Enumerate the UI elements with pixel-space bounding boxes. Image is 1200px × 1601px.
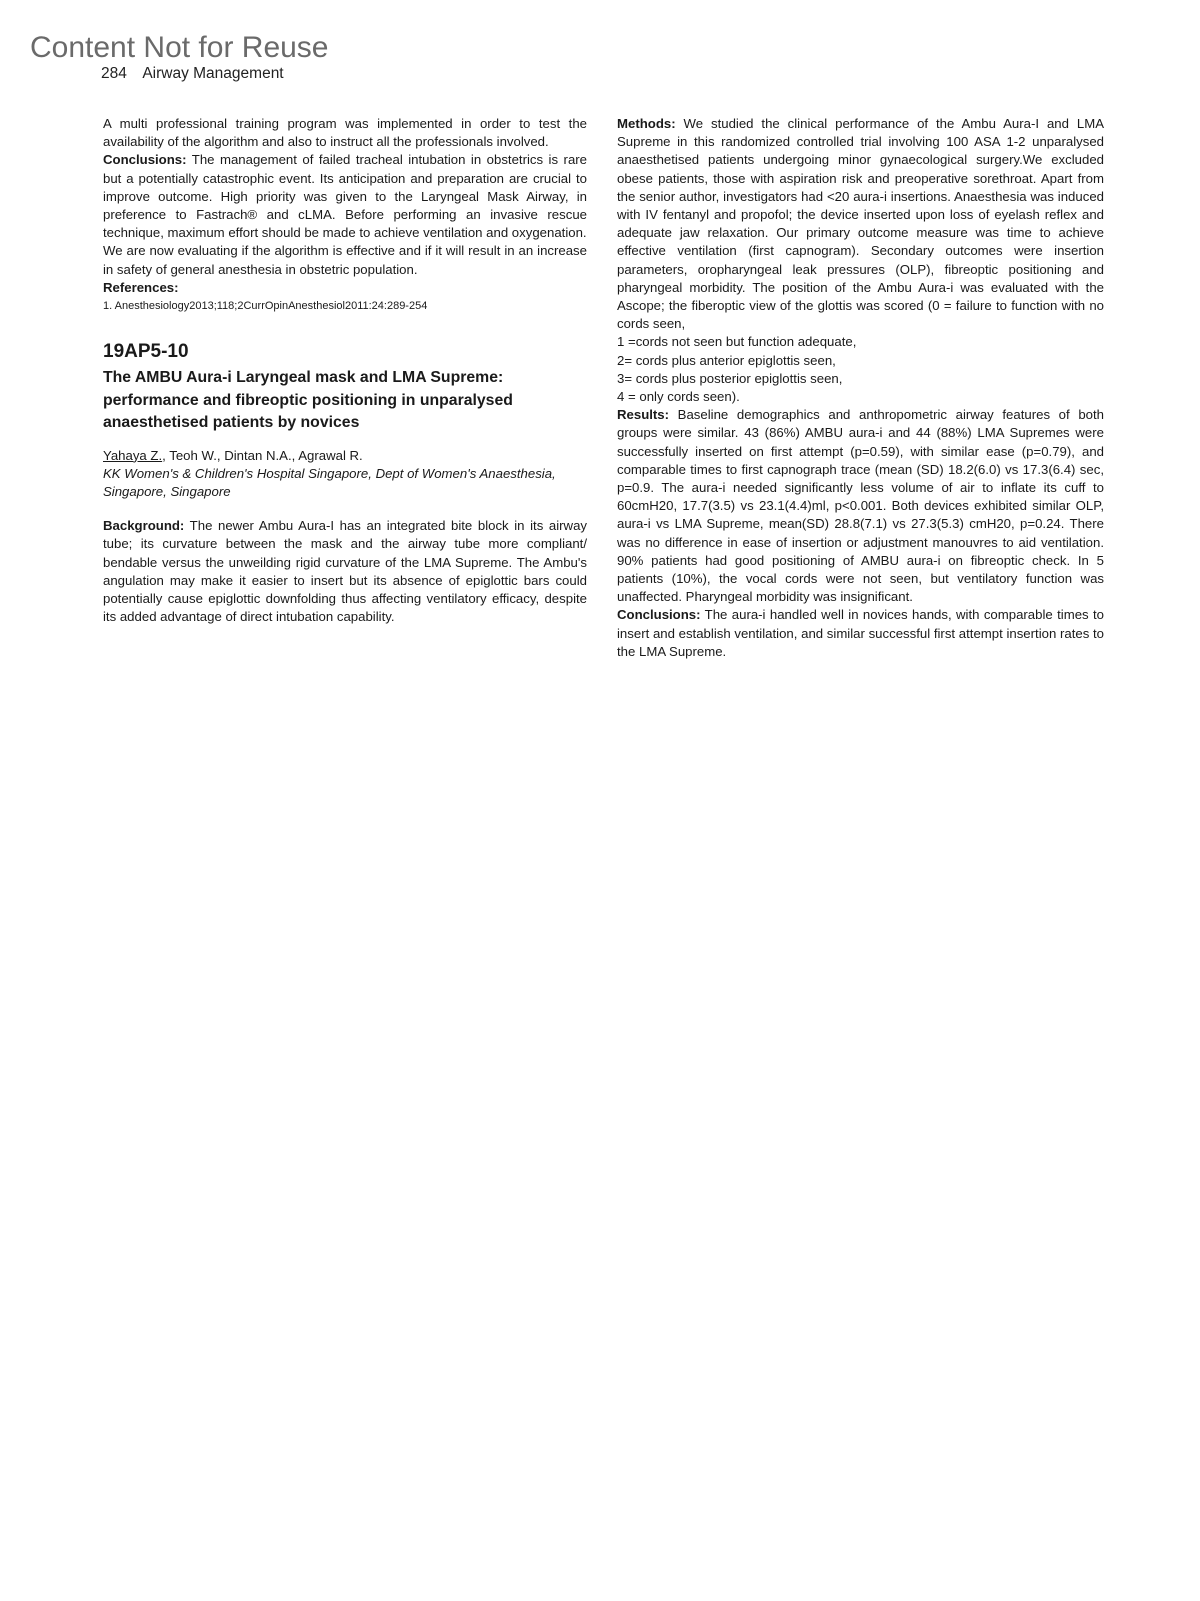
conclusions-label-right: Conclusions:	[617, 607, 701, 623]
watermark: Content Not for Reuse	[30, 31, 329, 64]
left-column	[103, 115, 587, 626]
background-text: The newer Ambu Aura-I has an integrated bite block in its airway tube; its curvature between the mask and the airway tube more compliant/ bendable versus the unweilding rigid curvature of the LMA Supreme. The Ambu's angulation may make it easier to insert but its absence of epiglottic bars could potentially cause epiglottic downfolding thus affecting ventilatory efficacy, despite its added advantage of direct intubation capability.	[103, 518, 587, 625]
background-paragraph	[103, 517, 587, 626]
results-text: Baseline demographics and anthropometric airway features of both groups were similar. 43 (86%) AMBU aura-i and 44 (88%) LMA Supremes were successfully inserted on first attempt (p=0.59), with similar ease (p=0.79), and comparable times to first capnograph trace (mean (SD) 18.2(6.0) vs 17.3(6.4) sec, p=0.9. The aura-i needed significantly less volume of air to inflate its cuff to 60cmH20, 17.7(3.5) vs 23.1(4.4)ml, p<0.001. Both devices exhibited similar OLP, aura-i vs LMA Supreme, mean(SD) 28.8(7.1) vs 27.3(5.3) cmH20, p=0.24. There was no difference in ease of insertion or adjustment manouvres to aid ventilation. 90% patients had good positioning of AMBU aura-i on fibreoptic check. In 5 patients (10%), the vocal cords were not seen, but ventilatory function was unaffected. Pharyngeal morbidity was insignificant.	[617, 407, 1104, 605]
presenting-author: Yahaya Z.	[103, 447, 163, 463]
evaluation-paragraph: We are now evaluating if the algorithm is effective and if it will result in an increase in safety of general anesthesia in obstetric population.	[103, 243, 587, 277]
reference-item: 1. Anesthesiology2013;118;2CurrOpinAnesthesiol2011:24:289-254	[103, 300, 428, 313]
score-2: 2= cords plus anterior epiglottis seen,	[617, 352, 836, 368]
author-list	[103, 447, 587, 465]
conclusions-label: Conclusions:	[103, 152, 187, 168]
conclusions-paragraph-right	[617, 606, 1104, 661]
abstract-id: 19AP5-10	[103, 341, 189, 363]
section-title: Airway Management	[142, 65, 284, 82]
intro-paragraph: A multi professional training program was implemented in order to test the availability of the algorithm and also to instruct all the professionals involved.	[103, 116, 587, 150]
references-label: References:	[103, 279, 179, 295]
abstract-title: The AMBU Aura-i Laryngeal mask and LMA Supreme: performance and fibreoptic positioning in unparalysed anaesthetised patients by novices	[103, 369, 513, 432]
page-number: 284	[101, 65, 127, 82]
conclusions-text-right: The aura-i handled well in novices hands, with comparable times to insert and establish ventilation, and similar successful first attempt insertion rates to the LMA Supreme.	[617, 607, 1104, 659]
methods-paragraph	[617, 115, 1104, 333]
conclusions-paragraph	[103, 151, 587, 242]
background-label: Background:	[103, 518, 185, 534]
results-paragraph	[617, 406, 1104, 606]
co-authors: , Teoh W., Dintan N.A., Agrawal R.	[162, 447, 363, 463]
score-1: 1 =cords not seen but function adequate,	[617, 334, 857, 350]
results-label: Results:	[617, 407, 670, 423]
score-4: 4 = only cords seen).	[617, 389, 740, 405]
running-head	[101, 64, 284, 84]
methods-text: We studied the clinical performance of the Ambu Aura-I and LMA Supreme in this randomized controlled trial involving 100 ASA 1-2 unparalysed anaesthetised patients undergoing minor gynaecological surgery.We excluded obese patients, those with aspiration risk and preoperative sorethroat. Apart from the senior author, investigators had <20 aura-i insertions. Anaesthesia was induced with IV fentanyl and propofol; the device inserted upon loss of eyelash reflex and adequate jaw relaxation. Our primary outcome measure was time to achieve effective ventilation (first capnogram). Secondary outcomes were insertion parameters, oropharyngeal leak pressures (OLP), fibreoptic positioning and pharyngeal morbidity. The position of the Ambu Aura-i was evaluated with the Ascope; the fiberoptic view of the glottis was scored (0 = failure to function with no cords seen,	[617, 116, 1104, 332]
score-3: 3= cords plus posterior epiglottis seen,	[617, 370, 843, 386]
right-column	[617, 115, 1104, 661]
methods-label: Methods:	[617, 116, 676, 131]
conclusions-text: The management of failed tracheal intubation in obstetrics is rare but a potentially catastrophic event. Its anticipation and preparation are crucial to improve outcome. High priority was given to the Laryngeal Mask Airway, in preference to Fastrach® and cLMA. Before performing an invasive rescue technique, maximum effort should be made to achieve ventilation and oxygenation.	[103, 152, 587, 241]
affiliation: KK Women's & Children's Hospital Singapore, Dept of Women's Anaesthesia, Singapore, Singapore	[103, 465, 556, 499]
